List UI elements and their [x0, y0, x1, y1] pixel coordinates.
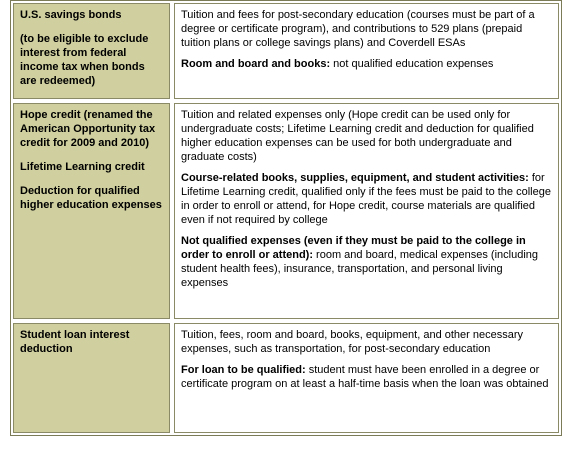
row-3-para-2-text: student must have been enrolled in a degree or certificate program on at least a half-time basis when the loan was obtained — [181, 364, 549, 390]
row-2-label-hope: Hope credit (renamed the American Opportunity tax credit for 2009 and 2010) — [20, 109, 156, 149]
row-2-label-lifetime: Lifetime Learning credit — [20, 161, 145, 173]
row-2-label-deduction: Deduction for qualified higher education expenses — [20, 185, 162, 211]
row-3-label-title: Student loan interest deduction — [20, 329, 130, 355]
row-2-content-cell — [174, 103, 559, 319]
row-1-label-title: U.S. savings bonds — [20, 9, 122, 21]
row-3-para-1: Tuition, fees, room and board, books, equipment, and other necessary expenses, such as transportation, for post-secondary education — [181, 329, 524, 355]
row-1-para-2 — [181, 57, 552, 71]
row-2-para-3-text: room and board, medical expenses (including student health fees), insurance, transportation, and personal living expenses — [181, 249, 539, 289]
row-3-para-2-lead: For loan to be qualified: — [181, 364, 306, 376]
expenses-table — [10, 0, 562, 436]
row-1-content-cell — [174, 3, 559, 99]
row-1-para-2-lead: Room and board and books: — [181, 58, 331, 70]
row-1-para-2-text: not qualified education expenses — [330, 58, 494, 70]
row-3-para-2 — [181, 363, 552, 391]
row-1-label-cell — [13, 3, 170, 99]
row-2-para-3 — [181, 234, 552, 290]
row-2-para-1: Tuition and related expenses only (Hope credit can be used only for undergraduate costs; Lifetime Learning credit and deduction for qualified higher education expenses can be used for both undergraduate and graduate costs) — [181, 109, 534, 163]
row-3-content-cell — [174, 323, 559, 433]
row-2-para-2 — [181, 171, 552, 227]
row-1-para-1: Tuition and fees for post-secondary education (courses must be part of a degree or certificate program), and contributions to 529 plans (prepaid tuition plans or college savings plans) and Coverdell ESAs — [181, 9, 535, 49]
row-1-label-note: (to be eligible to exclude interest from federal income tax when bonds are redeemed) — [20, 33, 149, 87]
row-3-label-cell — [13, 323, 170, 433]
row-2-para-3-lead: Not qualified expenses (even if they must be paid to the college in order to enroll or attend): — [181, 235, 526, 261]
row-2-para-2-lead: Course-related books, supplies, equipment, and student activities: — [181, 172, 529, 184]
row-2-label-cell — [13, 103, 170, 319]
row-2-para-2-text: for Lifetime Learning credit, qualified only if the fees must be paid to the college in order to enroll or attend, for Hope credit, course materials are qualified even if not required by college — [181, 172, 551, 226]
